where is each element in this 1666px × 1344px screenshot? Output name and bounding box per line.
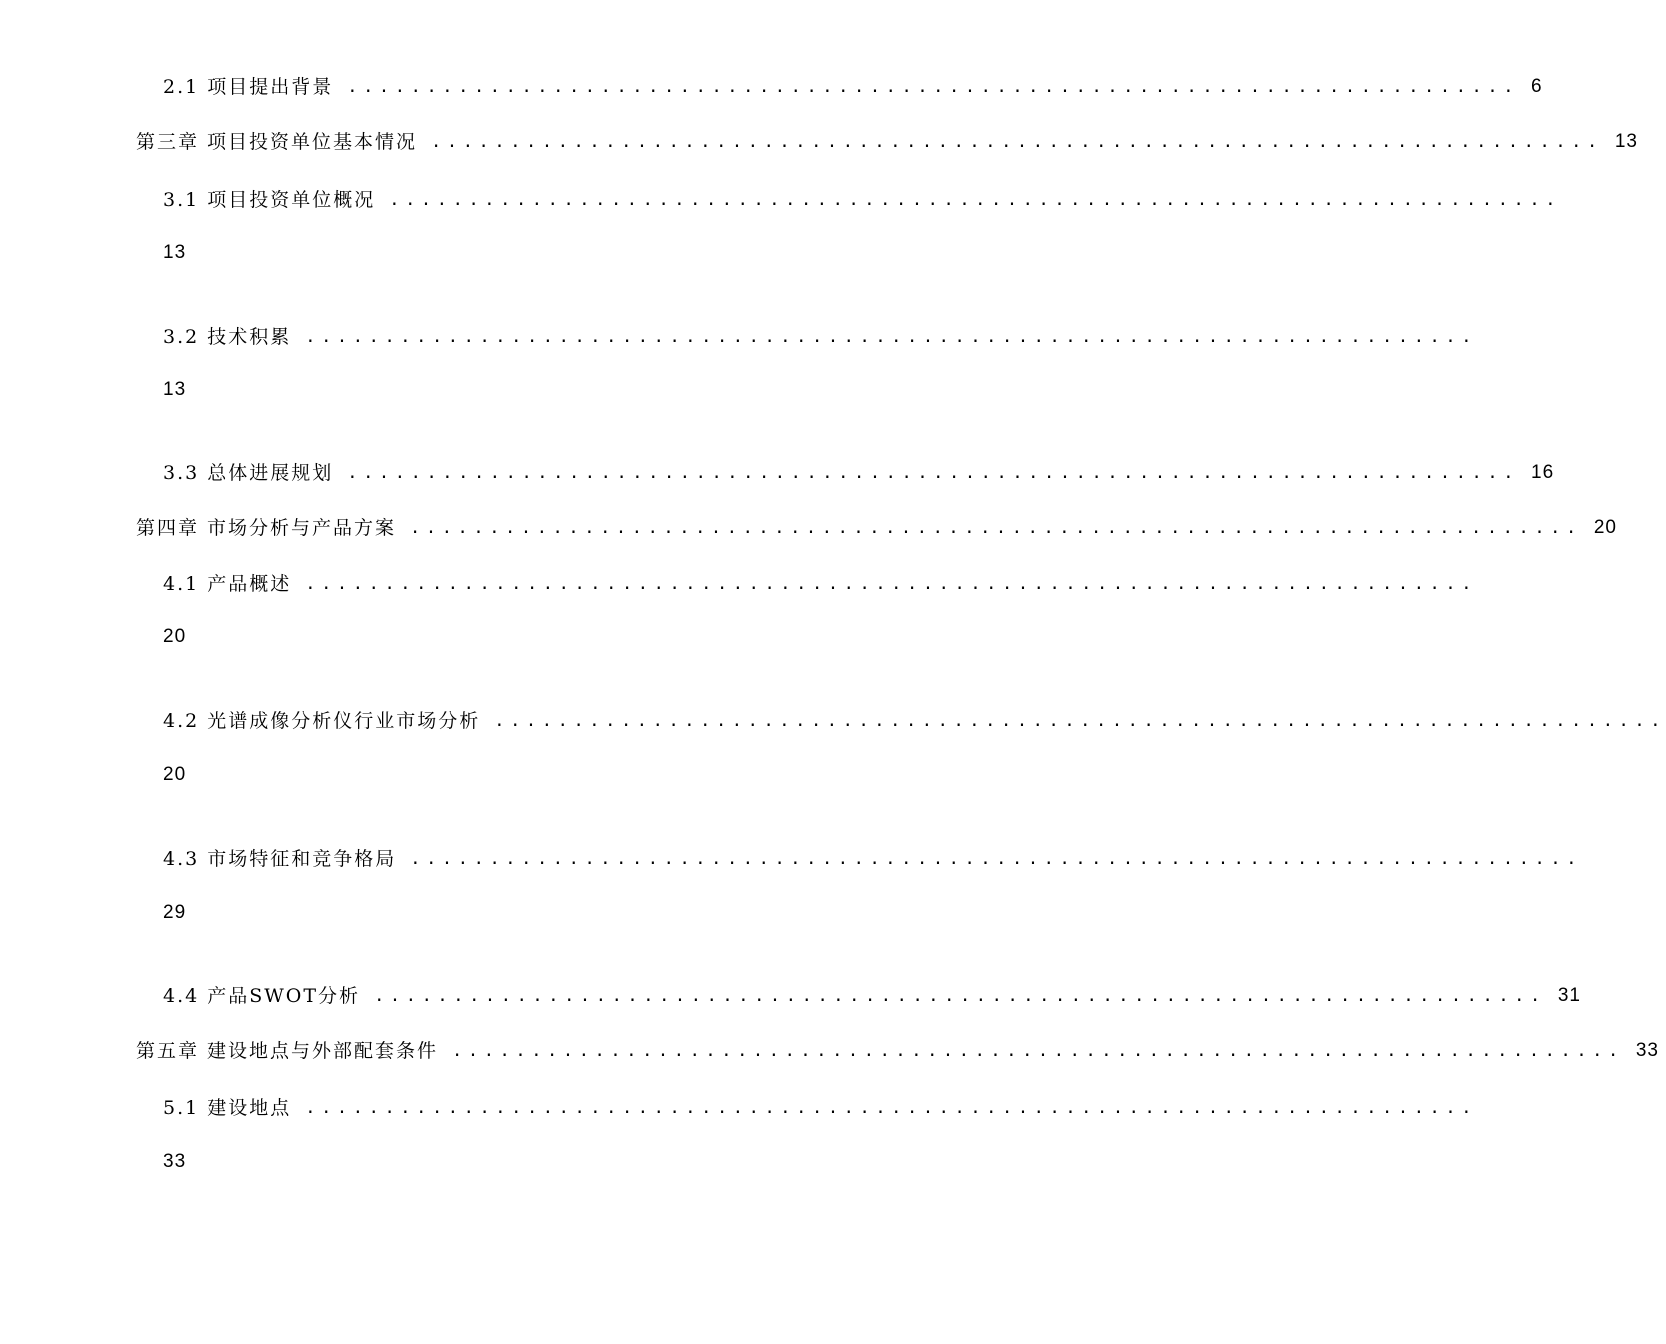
toc-entry-title: 4.1 产品概述 [163, 573, 292, 595]
toc-leader-dots: .......................................................................... [410, 849, 1583, 869]
toc-leader-dots: .......................................................................... [347, 463, 1520, 483]
toc-leader-dots: .......................................................................... [494, 711, 1666, 731]
toc-entry[interactable] [163, 844, 1583, 874]
toc-leader-dots: .......................................................................... [389, 190, 1562, 210]
toc-leader-dots: .......................................................................... [305, 1098, 1478, 1118]
toc-entry-page: 6 [1531, 76, 1543, 97]
toc-entry-title: 3.1 项目投资单位概况 [163, 189, 376, 211]
toc-entry-title: 2.1 项目提出背景 [163, 76, 334, 98]
toc-entry-title: 4.3 市场特征和竞争格局 [163, 848, 397, 870]
toc-leader-dots: .......................................................................... [305, 327, 1478, 347]
toc-entry-title: 3.3 总体进展规划 [163, 462, 334, 484]
toc-entry-title: 第四章 市场分析与产品方案 [136, 517, 397, 539]
toc-entry[interactable] [163, 706, 1666, 736]
toc-entry[interactable] [163, 458, 1555, 488]
toc-entry-page: 20 [163, 626, 187, 647]
toc-entry-page: 29 [163, 902, 187, 923]
toc-entry[interactable] [163, 185, 1562, 215]
toc-entry-title: 3.2 技术积累 [163, 326, 292, 348]
toc-entry-page: 33 [1635, 1040, 1659, 1061]
toc-entry-page: 13 [163, 379, 187, 400]
toc-entry[interactable] [163, 1093, 1478, 1123]
toc-chapter-entry[interactable] [136, 1036, 1659, 1066]
toc-entry-page: 20 [1593, 517, 1617, 538]
toc-entry[interactable] [163, 569, 1478, 599]
toc-entry-page: 33 [163, 1151, 187, 1172]
toc-entry-title: 4.2 光谱成像分析仪行业市场分析 [163, 710, 481, 732]
toc-leader-dots: .......................................................................... [452, 1041, 1624, 1061]
toc-leader-dots: .......................................................................... [305, 574, 1478, 594]
toc-entry-page: 31 [1557, 985, 1581, 1006]
toc-leader-dots: .......................................................................... [347, 77, 1520, 97]
toc-entry-page: 13 [1614, 131, 1638, 152]
toc-entry-title: 第五章 建设地点与外部配套条件 [136, 1040, 439, 1062]
toc-entry[interactable] [163, 322, 1478, 352]
toc-leader-dots: .......................................................................... [410, 518, 1582, 538]
toc-entry-page: 13 [163, 242, 187, 263]
toc-leader-dots: .......................................................................... [431, 132, 1603, 152]
toc-chapter-entry[interactable] [136, 127, 1638, 157]
toc-entry[interactable] [163, 72, 1543, 102]
toc-chapter-entry[interactable] [136, 513, 1617, 543]
toc-leader-dots: .......................................................................... [374, 986, 1546, 1006]
toc-entry-page: 20 [163, 764, 187, 785]
toc-entry-title: 第三章 项目投资单位基本情况 [136, 131, 418, 153]
toc-entry[interactable] [163, 981, 1581, 1011]
toc-entry-title: 4.4 产品SWOT分析 [163, 985, 361, 1007]
toc-entry-page: 16 [1531, 462, 1555, 483]
toc-entry-title: 5.1 建设地点 [163, 1097, 292, 1119]
